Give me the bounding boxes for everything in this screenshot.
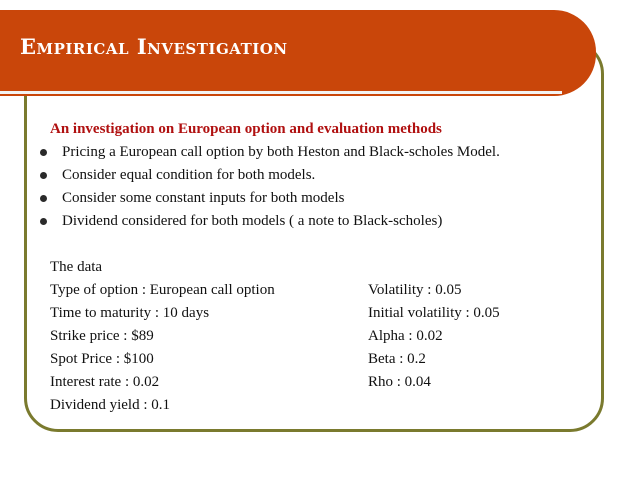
param-beta: Beta : 0.2 <box>368 351 426 367</box>
empty-cell <box>368 394 600 417</box>
slide-body <box>50 118 600 417</box>
bullet-list <box>50 141 600 233</box>
param-strike-price: Strike price : $89 <box>50 328 154 344</box>
bullet-icon <box>40 172 47 179</box>
bullet-item <box>40 210 600 233</box>
title-banner <box>0 10 596 96</box>
bullet-text: Consider some constant inputs for both models <box>62 190 345 206</box>
bullet-text: Consider equal condition for both models. <box>62 167 316 183</box>
param-time-to-maturity: Time to maturity : 10 days <box>50 305 210 321</box>
param-dividend-yield: Dividend yield : 0.1 <box>50 397 170 413</box>
bullet-item <box>40 187 600 210</box>
bullet-text: Pricing a European call option by both Heston and Black-scholes Model. <box>62 144 500 160</box>
data-section-title: The data <box>50 259 103 275</box>
bullet-icon <box>40 149 47 156</box>
param-alpha: Alpha : 0.02 <box>368 328 443 344</box>
bullet-icon <box>40 218 47 225</box>
data-grid <box>50 279 600 417</box>
spacer <box>50 233 600 256</box>
bullet-text: Dividend considered for both models ( a note to Black-scholes) <box>62 213 443 229</box>
param-interest-rate: Interest rate : 0.02 <box>50 374 160 390</box>
bullet-icon <box>40 195 47 202</box>
param-option-type: Type of option : European call option <box>50 282 275 298</box>
section-heading: An investigation on European option and evaluation methods <box>50 121 442 137</box>
slide-title: Empirical Investigation <box>20 34 288 59</box>
title-underline <box>0 91 562 94</box>
bullet-item <box>40 141 600 164</box>
param-spot-price: Spot Price : $100 <box>50 351 154 367</box>
param-rho: Rho : 0.04 <box>368 374 431 390</box>
param-volatility: Volatility : 0.05 <box>368 282 462 298</box>
param-initial-volatility: Initial volatility : 0.05 <box>368 305 500 321</box>
bullet-item <box>40 164 600 187</box>
